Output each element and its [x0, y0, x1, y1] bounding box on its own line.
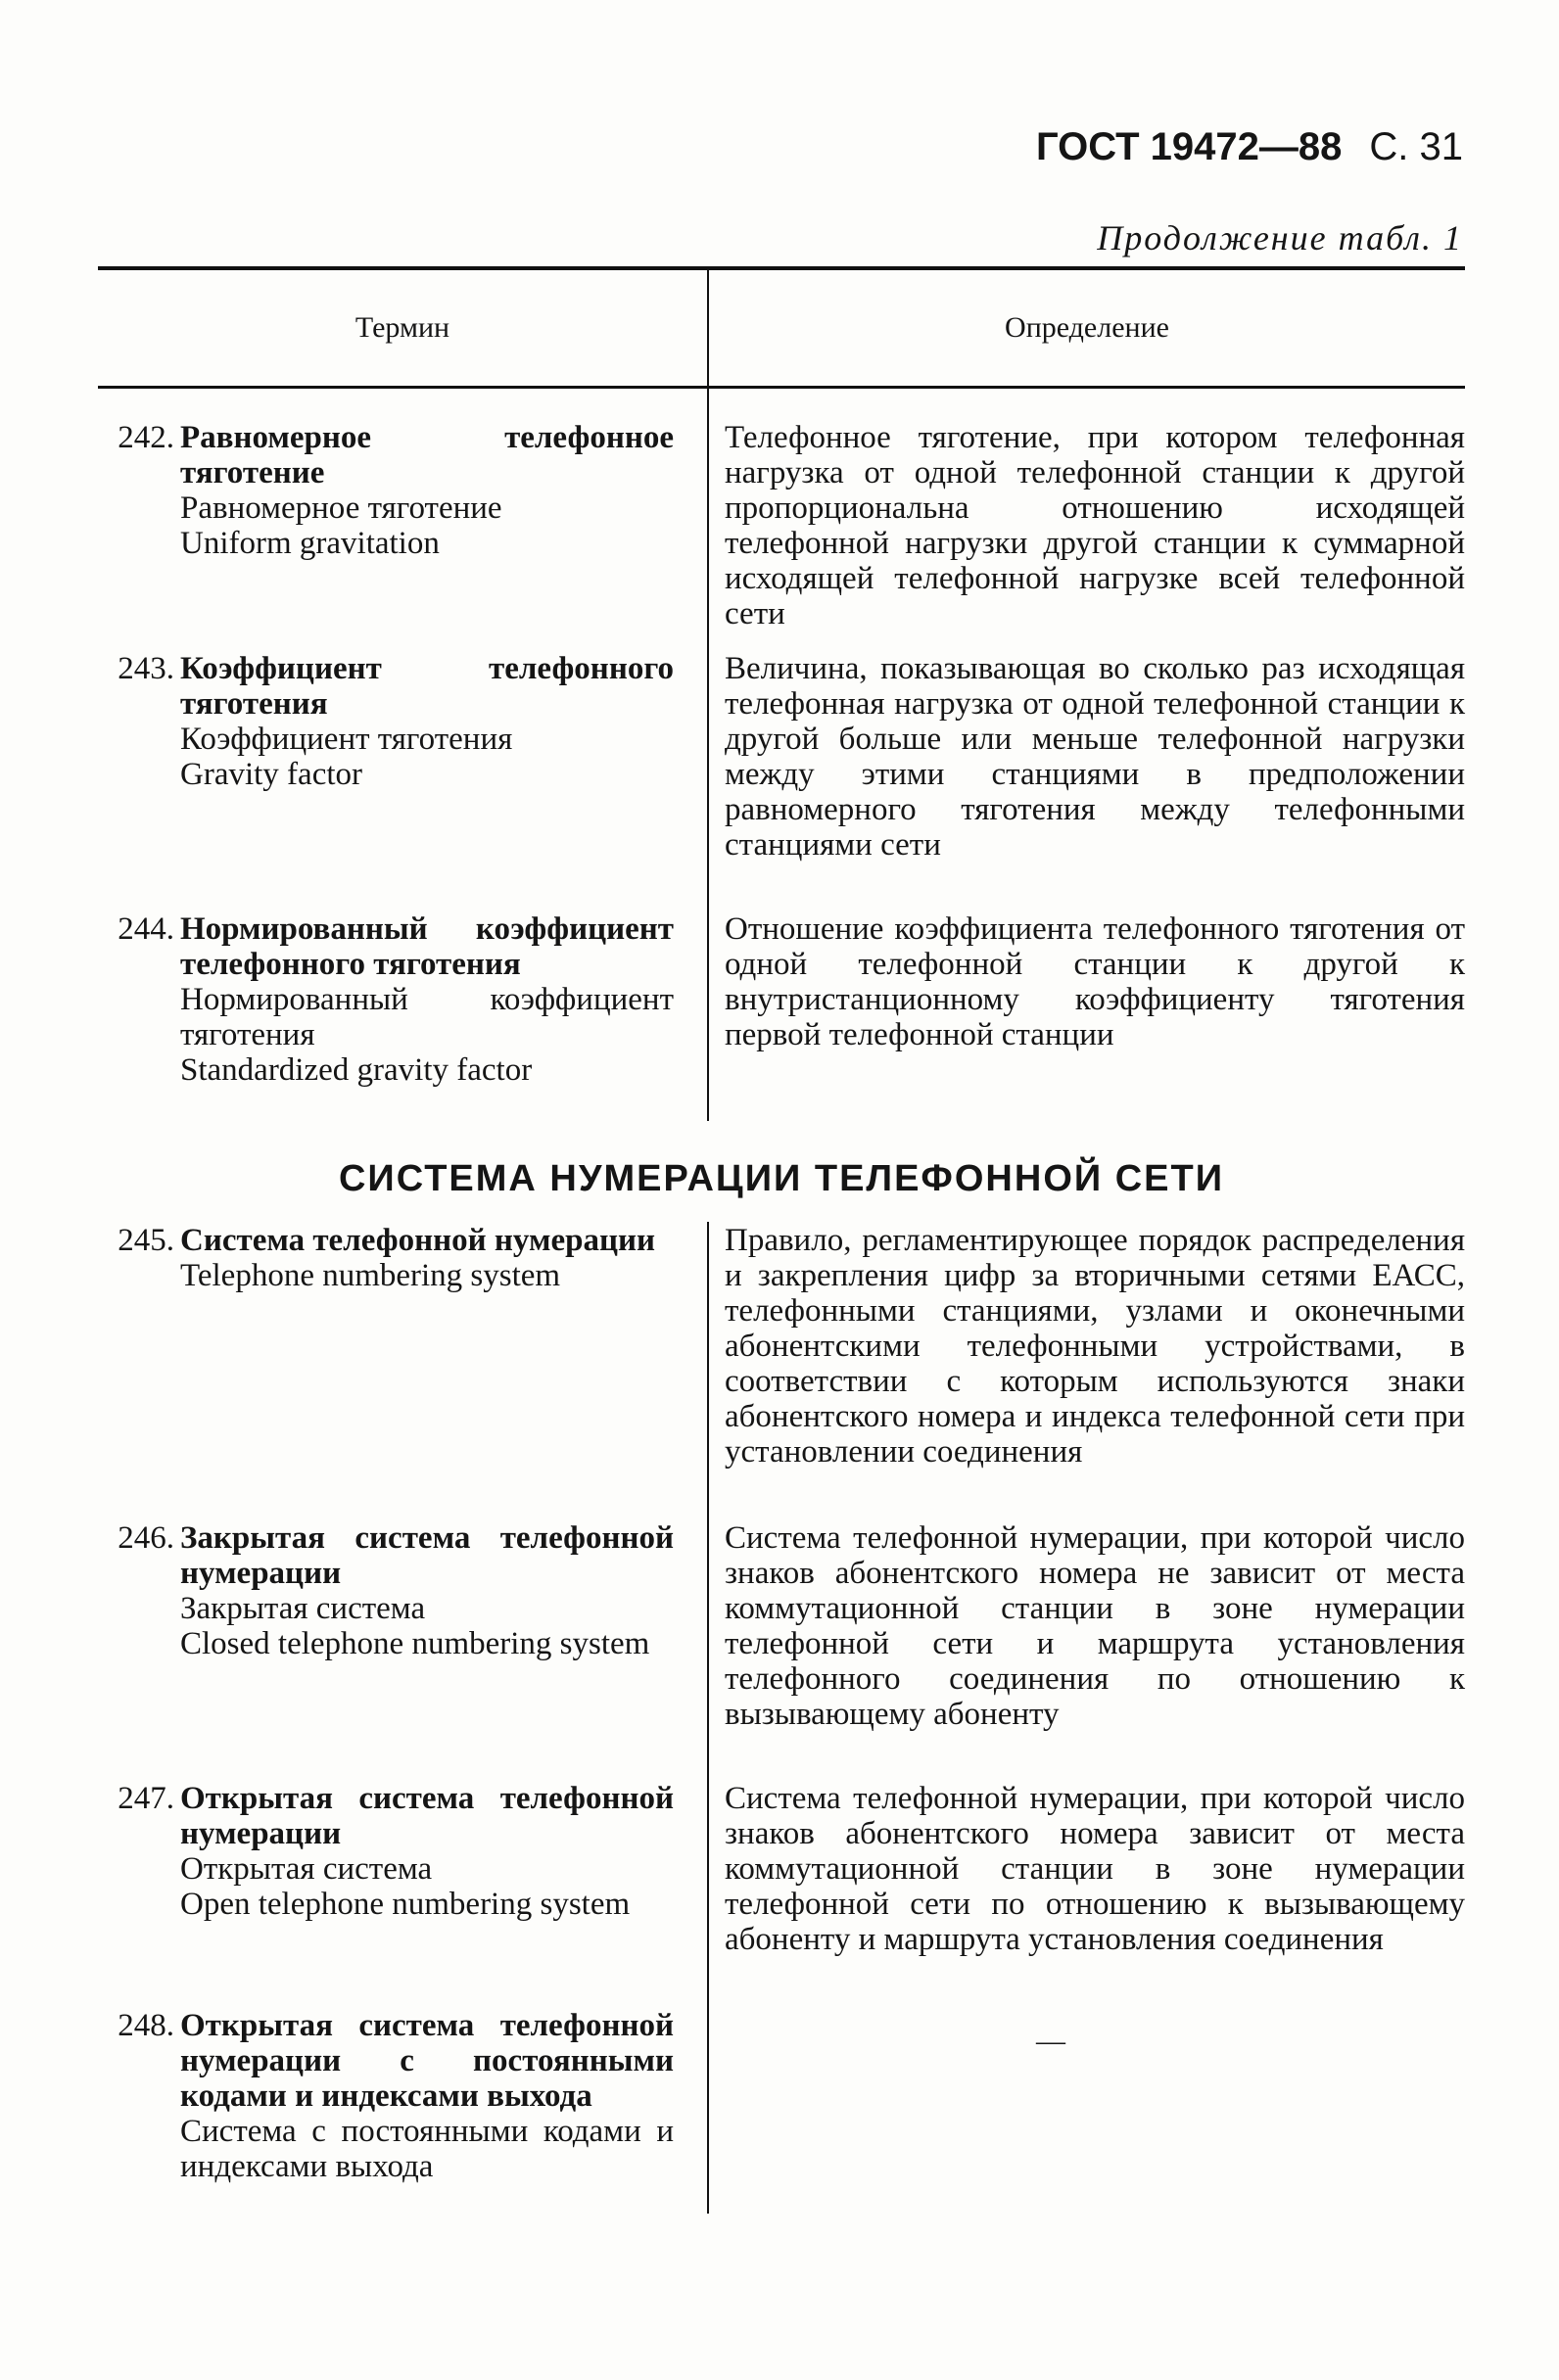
term-title: Нормированный коэффициент телефонного тяготения	[180, 911, 674, 982]
term-synonym: Закрытая система	[180, 1591, 426, 1626]
term-cell	[98, 1223, 674, 1293]
section-title: СИСТЕМА НУМЕРАЦИИ ТЕЛЕФОННОЙ СЕТИ	[338, 1158, 1225, 1199]
term-cell	[98, 420, 674, 561]
term-cell	[98, 911, 674, 1088]
term-english: Standardized gravity factor	[180, 1052, 533, 1088]
term-title: Закрытая система телефонной нумерации	[180, 1520, 674, 1591]
term-synonym: Открытая система	[180, 1851, 433, 1887]
term-english: Telephone numbering system	[180, 1258, 561, 1293]
term-english: Closed telephone numbering system	[180, 1626, 650, 1661]
definition-cell: Система телефонной нумерации, при которой число знаков абонентского номера зависит от места коммутационной станции в зоне нумерации телефонной сети по отношению к вызывающему абоненту и маршрута установления соединения	[725, 1781, 1465, 1957]
table-header	[98, 266, 1465, 389]
term-title: Система телефонной нумерации	[180, 1223, 655, 1258]
term-english: Gravity factor	[180, 757, 362, 792]
term-number: 247.	[118, 1781, 174, 1816]
term-number: 248.	[118, 2008, 174, 2043]
table-continuation-note: Продолжение табл. 1	[1097, 218, 1463, 257]
term-title: Коэффициент телефонного тяготения	[180, 651, 674, 722]
definition-cell: Отношение коэффициента телефонного тяготения от одной телефонной станции к другой к внутристанционному коэффициенту тяготения первой телефонной станции	[725, 911, 1465, 1052]
definition-cell: Величина, показывающая во сколько раз исходящая телефонная нагрузка от одной телефонной станции к другой больше или меньше телефонной нагрузки между этими станциями в предположении равномерного тяготения между телефонными станциями сети	[725, 651, 1465, 863]
page-number: С. 31	[1369, 125, 1463, 168]
term-cell	[98, 1781, 674, 1922]
term-title: Равномерное телефонное тяготение	[180, 420, 674, 490]
definition-dash: —	[1036, 2025, 1065, 2057]
term-title: Открытая система телефонной нумерации с постоянными кодами и индексами выхода	[180, 2008, 674, 2114]
term-number: 242.	[118, 420, 174, 455]
term-cell	[98, 2008, 674, 2184]
term-cell	[98, 651, 674, 792]
column-header-term: Термин	[98, 270, 709, 386]
term-title: Открытая система телефонной нумерации	[180, 1781, 674, 1851]
page-header	[1036, 125, 1463, 169]
term-number: 245.	[118, 1223, 174, 1258]
standard-number: ГОСТ 19472—88	[1035, 125, 1343, 168]
column-divider	[707, 1222, 709, 2214]
term-number: 243.	[118, 651, 174, 686]
definition-cell: Система телефонной нумерации, при которой число знаков абонентского номера не зависит от места коммутационной станции в зоне нумерации телефонной сети и маршрута установления телефонного соединения по отношению к вызывающему абоненту	[725, 1520, 1465, 1732]
definition-cell: Правило, регламентирующее порядок распределения и закрепления цифр за вторичными сетями ЕАСС, телефонными станциями, узлами и оконечными абонентскими телефонными устройствами, в соответствии с которым используются знаки абонентского номера и индекса телефонной сети при установлении соединения	[725, 1223, 1465, 1470]
column-divider	[707, 384, 709, 1121]
term-cell	[98, 1520, 674, 1661]
term-english: Open telephone numbering system	[180, 1887, 631, 1922]
term-english: Uniform gravitation	[180, 526, 440, 561]
term-synonym: Нормированный коэффициент тяготения	[180, 982, 674, 1052]
term-synonym: Система с постоянными кодами и индексами выхода	[180, 2114, 674, 2184]
term-synonym: Коэффициент тяготения	[180, 722, 513, 757]
term-number: 246.	[118, 1520, 174, 1556]
term-synonym: Равномерное тяготение	[180, 490, 502, 526]
definition-cell: Телефонное тяготение, при котором телефонная нагрузка от одной телефонной станции к другой пропорциональна отношению исходящей телефонной нагрузки другой станции к суммарной исходящей телефонной нагрузке всей телефонной сети	[725, 420, 1465, 631]
column-header-definition: Определение	[1005, 311, 1169, 344]
term-number: 244.	[118, 911, 174, 947]
